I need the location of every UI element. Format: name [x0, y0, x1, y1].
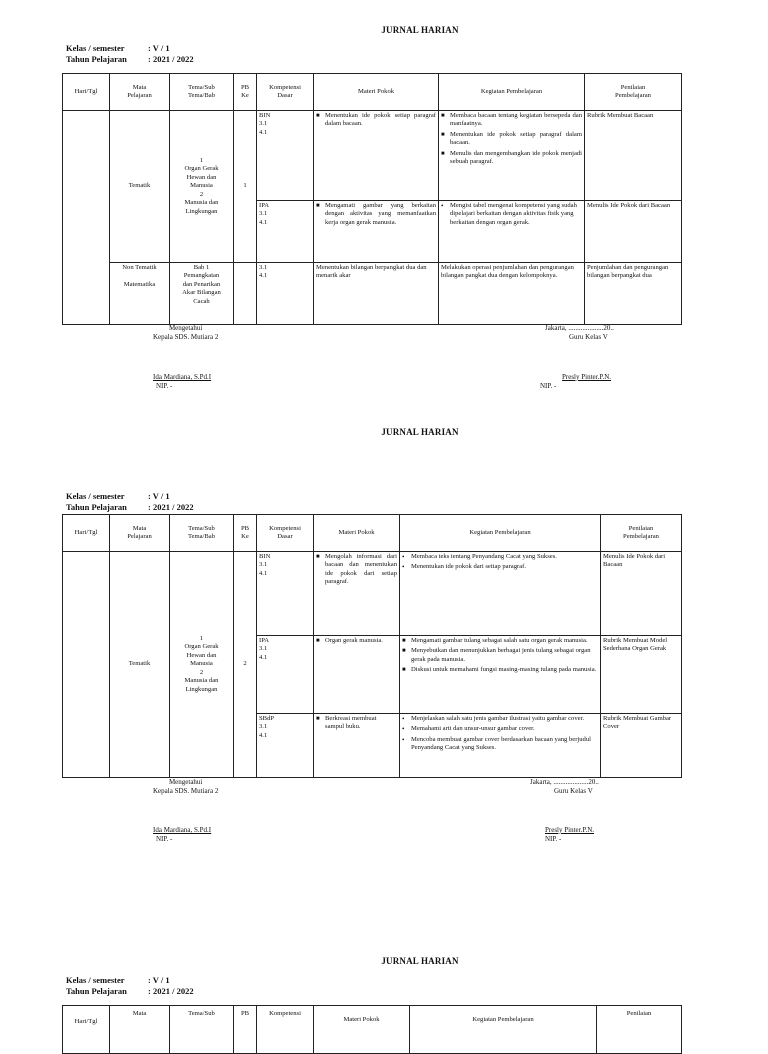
kegiatan-item: • Mengisi tabel mengenai kompetensi yang sudah dipelajari berkaitan dengan aktivitas fisik yang berkaitan dengan organ gerak.: [441, 202, 582, 227]
jurnal-table: [62, 1005, 682, 1054]
guru-nip: NIP. -: [540, 381, 557, 390]
header-tema: Tema/Sub Tema/Bab: [170, 74, 234, 111]
kegiatan-item: • Memahami arti dan unsur-unsur gambar cover.: [402, 725, 598, 733]
header-kd: Kompetensi Dasar: [257, 515, 314, 552]
tahun-value: : 2021 / 2022: [148, 501, 194, 512]
header-tema: Tema/Sub Tema/Bab: [170, 515, 234, 552]
kegiatan-item: ■ Menyebutkan dan menunjukkan berbagai jenis tulang sebagai organ gerak pada manusia.: [402, 647, 598, 664]
kegiatan-cell: [400, 636, 601, 714]
guru-name: Presly Pinter.P.N.: [562, 373, 612, 381]
info-block: [66, 43, 194, 64]
kegiatan-item: • Mencoba membuat gambar cover berdasarkan bacaan yang berjudul Penyandang Cacat yang Sukses.: [402, 736, 598, 753]
header-kegiatan: Kegiatan Pembelajaran: [410, 1006, 597, 1054]
mengetahui-label: Mengetahui: [168, 778, 203, 786]
tahun-label: Tahun Pelajaran: [66, 53, 127, 64]
kegiatan-item: ■ Menulis dan mengembangkan ide pokok menjadi sebuah paragraf.: [441, 150, 582, 167]
header-pb: PB Ke: [234, 74, 257, 111]
kegiatan-item: • Menentukan ide pokok dari setiap paragraf.: [402, 563, 598, 571]
header-hari: Hari/Tgl: [63, 515, 110, 552]
tahun-value: : 2021 / 2022: [148, 985, 194, 996]
penilaian-cell: Rubrik Membuat Gambar Cover: [601, 714, 682, 778]
pb-cell: 2: [234, 552, 257, 778]
kelas-label: Kelas / semester: [66, 491, 125, 501]
tempat-tanggal: Jakarta, ....................20..: [545, 324, 614, 332]
pb-cell: [234, 263, 257, 325]
kegiatan-cell: [400, 714, 601, 778]
kelas-value: : V / 1: [148, 975, 170, 985]
kegiatan-cell: Melakukan operasi penjumlahan dan pengurangan bilangan pangkat dua dengan kelompoknya.: [439, 263, 585, 325]
info-block: [66, 491, 194, 512]
page-title: JURNAL HARIAN: [381, 25, 459, 35]
header-hari: Hari/Tgl: [63, 1006, 110, 1054]
penilaian-cell: Rubrik Membuat Bacaan: [585, 111, 682, 201]
kepala-nip: NIP. -: [156, 381, 173, 390]
kepala-label: Kepala SDS. Mutiara 2: [153, 332, 219, 341]
kd-cell: 3.1 4.1: [257, 263, 314, 325]
kepala-nip: NIP. -: [156, 834, 173, 843]
kepala-name: Ida Mardiana, S.Pd.I: [153, 373, 212, 381]
pb-cell: 1: [234, 111, 257, 263]
penilaian-cell: Menulis Ide Pokok dari Bacaan: [601, 552, 682, 636]
mapel-cell: Non Tematik Matematika: [110, 263, 170, 325]
kegiatan-item: • Membaca teks tentang Penyandang Cacat yang Sukses.: [402, 553, 598, 561]
materi-cell: [314, 636, 400, 714]
kelas-label: Kelas / semester: [66, 975, 125, 985]
penilaian-cell: Menulis Ide Pokok dari Bacaan: [585, 201, 682, 263]
kegiatan-item: ■ Mengamati gambar tulang sebagai salah satu organ gerak manusia.: [402, 637, 598, 645]
kelas-value: : V / 1: [148, 43, 170, 53]
header-penilaian: Penilaian: [597, 1006, 682, 1054]
hari-cell: [63, 552, 110, 778]
tahun-label: Tahun Pelajaran: [66, 985, 127, 996]
signature-right: [530, 778, 599, 795]
materi-cell: [314, 201, 439, 263]
kegiatan-cell: [400, 552, 601, 636]
kegiatan-item: ■ Diskusi untuk memahami fungsi masing-masing tulang pada manusia.: [402, 666, 598, 674]
header-mapel: Mata Pelajaran: [110, 74, 170, 111]
signature-left: [153, 778, 218, 795]
jurnal-table: [62, 73, 682, 325]
header-kd: Kompetensi Dasar: [257, 74, 314, 111]
header-materi: Materi Pokok: [314, 1006, 410, 1054]
header-pb: PB Ke: [234, 515, 257, 552]
guru-nip: NIP. -: [545, 834, 562, 843]
kegiatan-item: ■ Menentukan ide pokok setiap paragraf dalam bacaan.: [441, 131, 582, 148]
header-materi: Materi Pokok: [314, 515, 400, 552]
header-pb: PB: [234, 1006, 257, 1054]
materi-text: ■ Mengolah informasi dari bacaan dan menentukan ide pokok dari setiap paragraf.: [316, 553, 397, 587]
materi-cell: [314, 552, 400, 636]
header-mapel: Mata Pelajaran: [110, 515, 170, 552]
materi-text: ■ Berkreasi membuat sampul buku.: [316, 715, 397, 732]
tema-cell: Bab 1 Pemangkatan dan Penarikan Akar Bilangan Cacah: [170, 263, 234, 325]
guru-signature: [540, 373, 611, 390]
penilaian-cell: Rubrik Membuat Model Sederhana Organ Gerak: [601, 636, 682, 714]
signature-right: [545, 324, 614, 341]
jurnal-table: [62, 514, 682, 778]
kegiatan-item: ■ Membaca bacaan tentang kegiatan bersepeda dan manfaatnya.: [441, 112, 582, 129]
info-block: [66, 975, 194, 996]
header-kegiatan: Kegiatan Pembelajaran: [400, 515, 601, 552]
kegiatan-cell: [439, 111, 585, 201]
tema-cell: 1 Organ Gerak Hewan dan Manusia 2 Manusia dan Lingkungan: [170, 111, 234, 263]
hari-cell: [63, 111, 110, 325]
page-title: JURNAL HARIAN: [381, 427, 459, 437]
guru-name: Presly Pinter.P.N.: [545, 826, 595, 834]
kd-cell: BIN 3.1 4.1: [257, 552, 314, 636]
materi-text: ■ Menentukan ide pokok setiap paragraf dalam bacaan.: [316, 112, 436, 129]
kd-cell: IPA 3.1 4.1: [257, 201, 314, 263]
mapel-cell: Tematik: [110, 552, 170, 778]
header-penilaian: Penilaian Pembelajaran: [601, 515, 682, 552]
kelas-value: : V / 1: [148, 491, 170, 501]
kepala-signature: [153, 826, 211, 843]
tema-cell: 1 Organ Gerak Hewan dan Manusia 2 Manusia dan Lingkungan: [170, 552, 234, 778]
kegiatan-item: • Menjelaskan salah satu jenis gambar ilustrasi yaitu gambar cover.: [402, 715, 598, 723]
materi-cell: Menentukan bilangan berpangkat dua dan menarik akar: [314, 263, 439, 325]
kd-cell: BIN 3.1 4.1: [257, 111, 314, 201]
header-hari: Hari/Tgl: [63, 74, 110, 111]
kepala-name: Ida Mardiana, S.Pd.I: [153, 826, 212, 834]
penilaian-cell: Penjumlahan dan pengurangan bilangan berpangkat dua: [585, 263, 682, 325]
kd-cell: IPA 3.1 4.1: [257, 636, 314, 714]
tahun-value: : 2021 / 2022: [148, 53, 194, 64]
header-mapel: Mata: [110, 1006, 170, 1054]
guru-label: Guru Kelas V: [554, 786, 593, 795]
guru-signature: [545, 826, 594, 843]
header-materi: Materi Pokok: [314, 74, 439, 111]
page-title: JURNAL HARIAN: [381, 956, 459, 966]
kepala-signature: [153, 373, 211, 390]
header-penilaian: Penilaian Pembelajaran: [585, 74, 682, 111]
kegiatan-cell: [439, 201, 585, 263]
mengetahui-label: Mengetahui: [168, 324, 203, 332]
kepala-label: Kepala SDS. Mutiara 2: [153, 786, 219, 795]
tempat-tanggal: Jakarta, ....................20..: [530, 778, 599, 786]
signature-left: [153, 324, 218, 341]
header-kd: Kompetensi: [257, 1006, 314, 1054]
header-tema: Tema/Sub: [170, 1006, 234, 1054]
guru-label: Guru Kelas V: [569, 332, 608, 341]
tahun-label: Tahun Pelajaran: [66, 501, 127, 512]
header-kegiatan: Kegiatan Pembelajaran: [439, 74, 585, 111]
mapel-cell: Tematik: [110, 111, 170, 263]
materi-text: ■ Organ gerak manusia.: [316, 637, 397, 645]
materi-cell: [314, 111, 439, 201]
kd-cell: SBdP 3.1 4.1: [257, 714, 314, 778]
kelas-label: Kelas / semester: [66, 43, 125, 53]
materi-cell: [314, 714, 400, 778]
materi-text: ■ Mengamati gambar yang berkaitan dengan aktivitas yang memanfaatkan kerja organ gerak manusia.: [316, 202, 436, 227]
